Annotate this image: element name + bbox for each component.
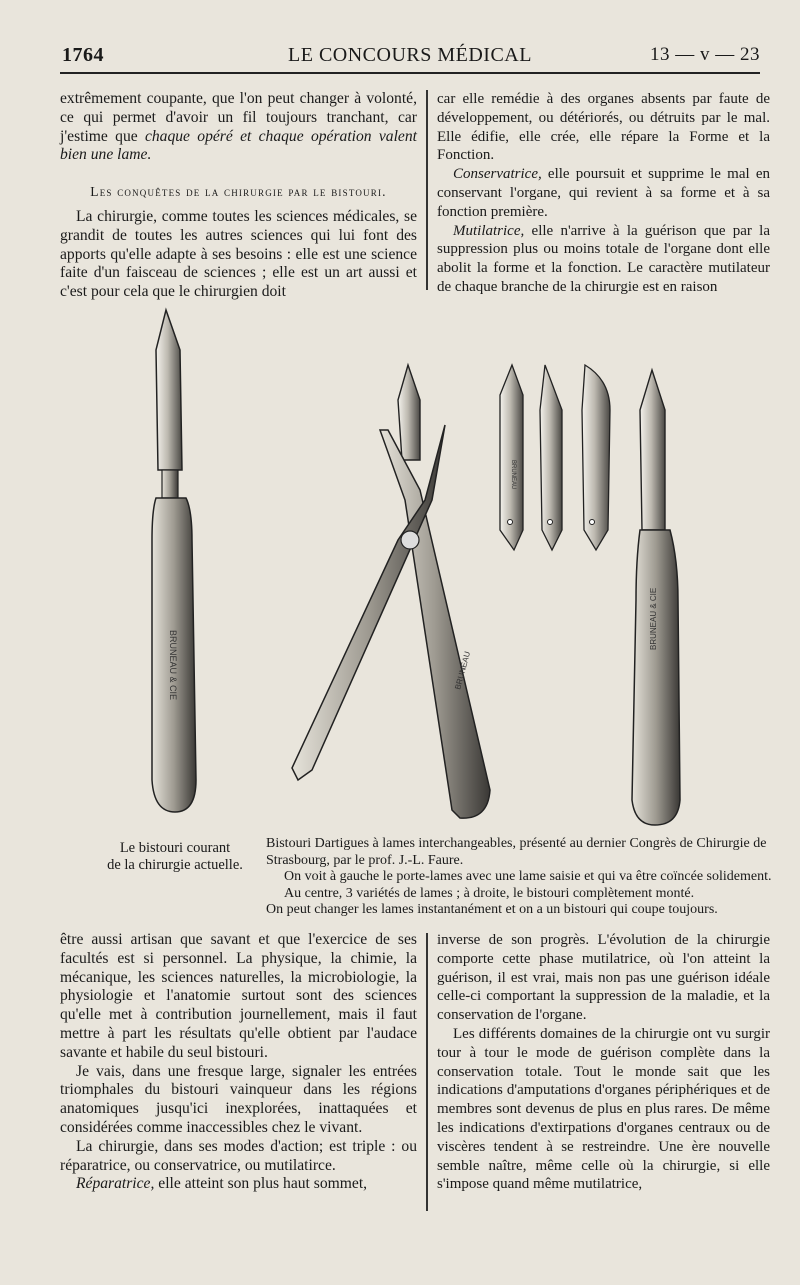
bottom-right-column: [437, 931, 770, 1194]
paragraph: extrêmement coupante, que l'on peut changer à volonté, ce qui permet d'avoir un fil toujours tranchant, car j'estime que chaque opéré et chaque opération valent bien une lame.: [60, 90, 417, 164]
paragraph: La chirurgie, dans ses modes d'action; est triple : ou réparatrice, ou conservatrice, ou mutilatirce.: [60, 1137, 417, 1174]
figure-caption-right: Bistouri Dartigues à lames interchangeables, présenté au dernier Congrès de Chirurgie de Strasbourg, par le prof. J.-L. Faure. On voit à gauche le porte-lames avec une lame saisie et qui va être coïncée solidement. Au centre, 3 variétés de lames ; à droite, le bistouri complètement monté. On peut changer les lames instantanément et on a un bistouri qui coupe toujours.: [266, 836, 772, 917]
paragraph: inverse de son progrès. L'évolution de la chirurgie comporte cette phase mutilatrice, où l'on atteint la guérison, il est vrai, mais non pas une guérison idéale celle-ci comportant la suppression de la maladie, et la conservation de l'organe.: [437, 932, 770, 1024]
section-heading: Les conquêtes de la chirurgie par le bistouri.: [90, 184, 387, 200]
page-header: [60, 44, 760, 70]
issue-date: 13 — v — 23: [650, 44, 760, 65]
bottom-left-column: [60, 931, 417, 1194]
engraving-text: BRUNEAU & CIE: [168, 630, 178, 701]
paragraph: Conservatrice, elle poursuit et supprime le mal en conservant l'organe, qui revient à sa forme et à sa fonction première.: [437, 166, 770, 220]
paragraph: Je vais, dans une fresque large, signaler les entrées triomphales du bistouri vainqueur dans les régions anatomiques jusqu'ici inexplorées, inattaquées et considérées comme inaccessibles chez le vivant.: [60, 1062, 417, 1136]
engraving-text: BRUNEAU: [453, 650, 473, 691]
top-right-column: [437, 90, 770, 297]
instruments-figure: [80, 300, 780, 830]
top-left-column: [60, 90, 417, 302]
figure-caption-left: Le bistouri courant de la chirurgie actuelle.: [107, 840, 243, 873]
column-divider: [426, 90, 428, 290]
blade-holder: [292, 365, 490, 818]
blade-variant-2: [540, 365, 562, 550]
paragraph: être aussi artisan que savant et que l'exercice de ses facultés est si personnel. La physique, la chimie, la mécanique, les sciences naturelles, la microbiologie, la physiologie et l'anatomie surtout sont des sciences qu'elle met à contribution journellement, mais il faut mettre à part les résultats qu'elle obtient par l'audace savante et habile du seul bistouri.: [60, 931, 417, 1061]
paragraph: La chirurgie, comme toutes les sciences médicales, se grandit de toutes les autres sciences qui lui font des apports qu'elle adapte à ses besoins : elle est une science faite d'un faisceau de sciences ; elle est un art aussi et c'est pour cela que le chirurgien doit: [60, 207, 417, 301]
standard-scalpel: [152, 310, 196, 812]
column-divider: [426, 933, 428, 1211]
blade-variant-1: [500, 365, 523, 550]
blade-variant-3: [582, 365, 610, 550]
paragraph: car elle remédie à des organes absents par faute de développement, ou détériorés, ou détruits par le mal. Elle édifie, elle crée, elle répare la Forme et la Fonction.: [437, 91, 770, 164]
assembled-bistouri: [632, 370, 680, 825]
paragraph: Réparatrice, elle atteint son plus haut sommet,: [76, 1175, 368, 1193]
italic-phrase: chaque opéré et chaque opération valent bien une lame.: [60, 127, 417, 164]
paragraph: Mutilatrice, elle n'arrive à la guérison que par la suppression plus ou moins totale de l'organe dont elle abolit la forme et la fonction. Le caractère mutilateur de chaque branche de la chirurgie est en raison: [437, 222, 771, 295]
engraving-text: BRUNEAU & CIE: [649, 587, 658, 650]
page-number: 1764: [62, 44, 104, 66]
engraving-text: BRUNEAU: [510, 460, 516, 490]
paragraph: Les différents domaines de la chirurgie ont vu surgir tour à tour le mode de guérison complète dans la conservation totale. Tout le monde sait que les indications d'amputations d'organes périphériques et de membres sont devenus de plus en plus rares. De même les indications d'extirpations d'organes centraux ou de viscères tendent à se restreindre. Une ère nouvelle semble naître, même celle où la chirurgie, si elle s'impose quand même mutilatrice,: [437, 1025, 770, 1193]
journal-title: LE CONCOURS MÉDICAL: [288, 44, 532, 66]
header-rule: [60, 72, 760, 74]
